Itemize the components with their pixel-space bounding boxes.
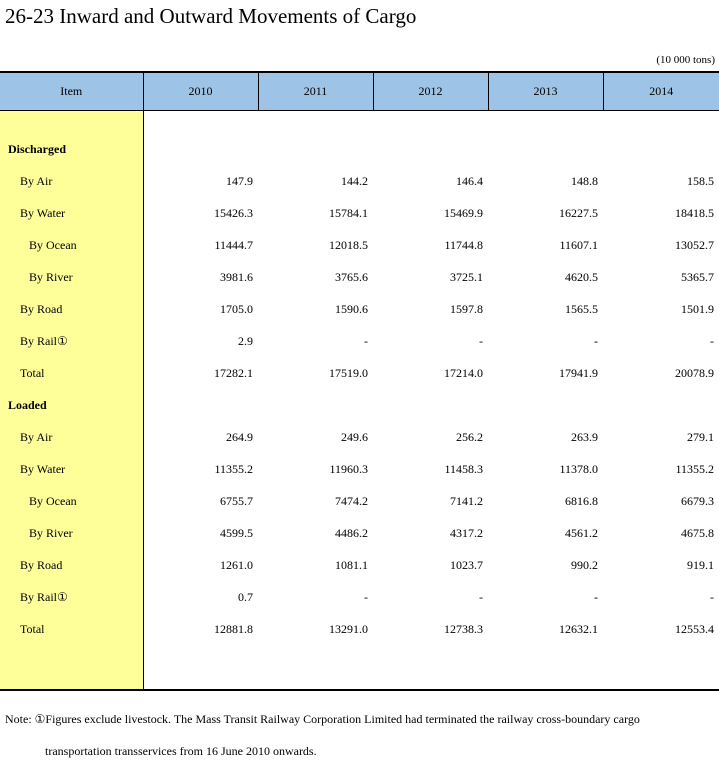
value-cell: 279.1 bbox=[687, 429, 714, 444]
value-cell: 146.4 bbox=[456, 173, 483, 188]
cargo-table bbox=[0, 71, 719, 691]
value-cell: 1565.5 bbox=[565, 301, 598, 316]
row-label: By Rail① bbox=[0, 325, 143, 357]
value-cell: 4620.5 bbox=[565, 269, 598, 284]
value-cell: 2.9 bbox=[238, 333, 253, 348]
value-cell: 264.9 bbox=[226, 429, 253, 444]
value-cell: 144.2 bbox=[341, 173, 368, 188]
value-cell bbox=[603, 133, 719, 165]
value-cell bbox=[603, 111, 719, 134]
value-cell: - bbox=[364, 333, 368, 348]
value-cell: 13052.7 bbox=[675, 237, 714, 252]
column-header-item: Item bbox=[0, 72, 143, 111]
value-cell bbox=[373, 645, 488, 690]
row-label: By Ocean bbox=[0, 229, 143, 261]
value-cell bbox=[143, 645, 258, 690]
value-cell: 17282.1 bbox=[214, 365, 253, 380]
value-cell bbox=[258, 133, 373, 165]
value-cell: 5365.7 bbox=[681, 269, 714, 284]
row-label: By Road bbox=[0, 549, 143, 581]
value-cell: 17519.0 bbox=[329, 365, 368, 380]
value-cell bbox=[258, 111, 373, 134]
value-cell: 7474.2 bbox=[335, 493, 368, 508]
row-label: Total bbox=[0, 613, 143, 645]
value-cell: 15784.1 bbox=[329, 205, 368, 220]
item-cell bbox=[0, 111, 143, 134]
value-cell: 20078.9 bbox=[675, 365, 714, 380]
row-label: By Water bbox=[0, 453, 143, 485]
value-cell bbox=[603, 645, 719, 690]
value-cell: 11458.3 bbox=[444, 461, 483, 476]
value-cell: 17941.9 bbox=[559, 365, 598, 380]
value-cell: 4486.2 bbox=[335, 525, 368, 540]
row-label: By Air bbox=[0, 165, 143, 197]
spacer-row bbox=[0, 111, 719, 134]
table-row bbox=[0, 197, 719, 229]
value-cell: 16227.5 bbox=[559, 205, 598, 220]
value-cell: 1023.7 bbox=[450, 557, 483, 572]
value-cell: 1261.0 bbox=[220, 557, 253, 572]
row-label: By River bbox=[0, 517, 143, 549]
table-row bbox=[0, 421, 719, 453]
value-cell: 11744.8 bbox=[444, 237, 483, 252]
value-cell: 1597.8 bbox=[450, 301, 483, 316]
value-cell: 6755.7 bbox=[220, 493, 253, 508]
table-row bbox=[0, 325, 719, 357]
value-cell: 12018.5 bbox=[329, 237, 368, 252]
row-label: Total bbox=[0, 357, 143, 389]
value-cell: - bbox=[710, 589, 714, 604]
value-cell: 1081.1 bbox=[335, 557, 368, 572]
value-cell: 256.2 bbox=[456, 429, 483, 444]
table-row bbox=[0, 261, 719, 293]
value-cell: 11444.7 bbox=[214, 237, 253, 252]
value-cell: 11607.1 bbox=[559, 237, 598, 252]
table-row bbox=[0, 453, 719, 485]
row-label: By Water bbox=[0, 197, 143, 229]
unit-label: (10 000 tons) bbox=[656, 54, 715, 66]
value-cell: 147.9 bbox=[226, 173, 253, 188]
value-cell: 6816.8 bbox=[565, 493, 598, 508]
section-row bbox=[0, 389, 719, 421]
value-cell bbox=[258, 389, 373, 421]
value-cell: 263.9 bbox=[571, 429, 598, 444]
value-cell: 11960.3 bbox=[329, 461, 368, 476]
value-cell: 7141.2 bbox=[450, 493, 483, 508]
row-label: By Ocean bbox=[0, 485, 143, 517]
value-cell: 4561.2 bbox=[565, 525, 598, 540]
column-header-2012: 2012 bbox=[373, 72, 488, 111]
value-cell bbox=[258, 645, 373, 690]
row-label: By Air bbox=[0, 421, 143, 453]
note-line-2: transportation transservices from 16 June 2010 onwards. bbox=[45, 744, 317, 758]
value-cell: 6679.3 bbox=[681, 493, 714, 508]
value-cell: - bbox=[594, 333, 598, 348]
value-cell bbox=[373, 389, 488, 421]
value-cell: - bbox=[594, 589, 598, 604]
column-header-2013: 2013 bbox=[488, 72, 603, 111]
table-title: 26-23 Inward and Outward Movements of Cargo bbox=[5, 4, 417, 28]
note-line-1: Note: ①Figures exclude livestock. The Mass Transit Railway Corporation Limited had terminated the railway cross-boundary cargo bbox=[5, 712, 640, 726]
value-cell: 12738.3 bbox=[444, 621, 483, 636]
value-cell: 1501.9 bbox=[681, 301, 714, 316]
table-row bbox=[0, 485, 719, 517]
value-cell bbox=[373, 111, 488, 134]
table-row bbox=[0, 165, 719, 197]
value-cell: - bbox=[479, 333, 483, 348]
value-cell: 15469.9 bbox=[444, 205, 483, 220]
value-cell: 11378.0 bbox=[559, 461, 598, 476]
table-row bbox=[0, 517, 719, 549]
column-header-2014: 2014 bbox=[603, 72, 719, 111]
value-cell bbox=[603, 389, 719, 421]
value-cell: 11355.2 bbox=[675, 461, 714, 476]
value-cell: 4599.5 bbox=[220, 525, 253, 540]
value-cell: - bbox=[479, 589, 483, 604]
value-cell bbox=[143, 389, 258, 421]
section-label: Loaded bbox=[0, 389, 143, 421]
table-row bbox=[0, 229, 719, 261]
row-label: By Road bbox=[0, 293, 143, 325]
value-cell: 3765.6 bbox=[335, 269, 368, 284]
value-cell: 17214.0 bbox=[444, 365, 483, 380]
value-cell: - bbox=[364, 589, 368, 604]
table-body bbox=[0, 111, 719, 691]
value-cell: - bbox=[710, 333, 714, 348]
value-cell: 3981.6 bbox=[220, 269, 253, 284]
value-cell: 15426.3 bbox=[214, 205, 253, 220]
value-cell: 0.7 bbox=[238, 589, 253, 604]
value-cell bbox=[373, 133, 488, 165]
value-cell: 3725.1 bbox=[450, 269, 483, 284]
table-row bbox=[0, 293, 719, 325]
spacer-row bbox=[0, 645, 719, 690]
value-cell: 13291.0 bbox=[329, 621, 368, 636]
section-label: Discharged bbox=[0, 133, 143, 165]
row-label: By River bbox=[0, 261, 143, 293]
value-cell: 12553.4 bbox=[675, 621, 714, 636]
value-cell: 11355.2 bbox=[214, 461, 253, 476]
value-cell bbox=[143, 133, 258, 165]
value-cell: 1705.0 bbox=[220, 301, 253, 316]
table-row bbox=[0, 357, 719, 389]
value-cell: 4675.8 bbox=[681, 525, 714, 540]
value-cell: 148.8 bbox=[571, 173, 598, 188]
value-cell bbox=[143, 111, 258, 134]
value-cell: 18418.5 bbox=[675, 205, 714, 220]
value-cell bbox=[488, 133, 603, 165]
column-header-2011: 2011 bbox=[258, 72, 373, 111]
value-cell: 12632.1 bbox=[559, 621, 598, 636]
value-cell bbox=[488, 389, 603, 421]
table-row bbox=[0, 581, 719, 613]
value-cell bbox=[488, 111, 603, 134]
value-cell: 249.6 bbox=[341, 429, 368, 444]
header-row bbox=[0, 72, 719, 111]
table-row bbox=[0, 549, 719, 581]
value-cell: 158.5 bbox=[687, 173, 714, 188]
value-cell bbox=[488, 645, 603, 690]
column-header-2010: 2010 bbox=[143, 72, 258, 111]
value-cell: 4317.2 bbox=[450, 525, 483, 540]
value-cell: 990.2 bbox=[571, 557, 598, 572]
section-row bbox=[0, 133, 719, 165]
row-label: By Rail① bbox=[0, 581, 143, 613]
value-cell: 919.1 bbox=[687, 557, 714, 572]
value-cell: 1590.6 bbox=[335, 301, 368, 316]
table-row bbox=[0, 613, 719, 645]
item-cell bbox=[0, 645, 143, 690]
value-cell: 12881.8 bbox=[214, 621, 253, 636]
